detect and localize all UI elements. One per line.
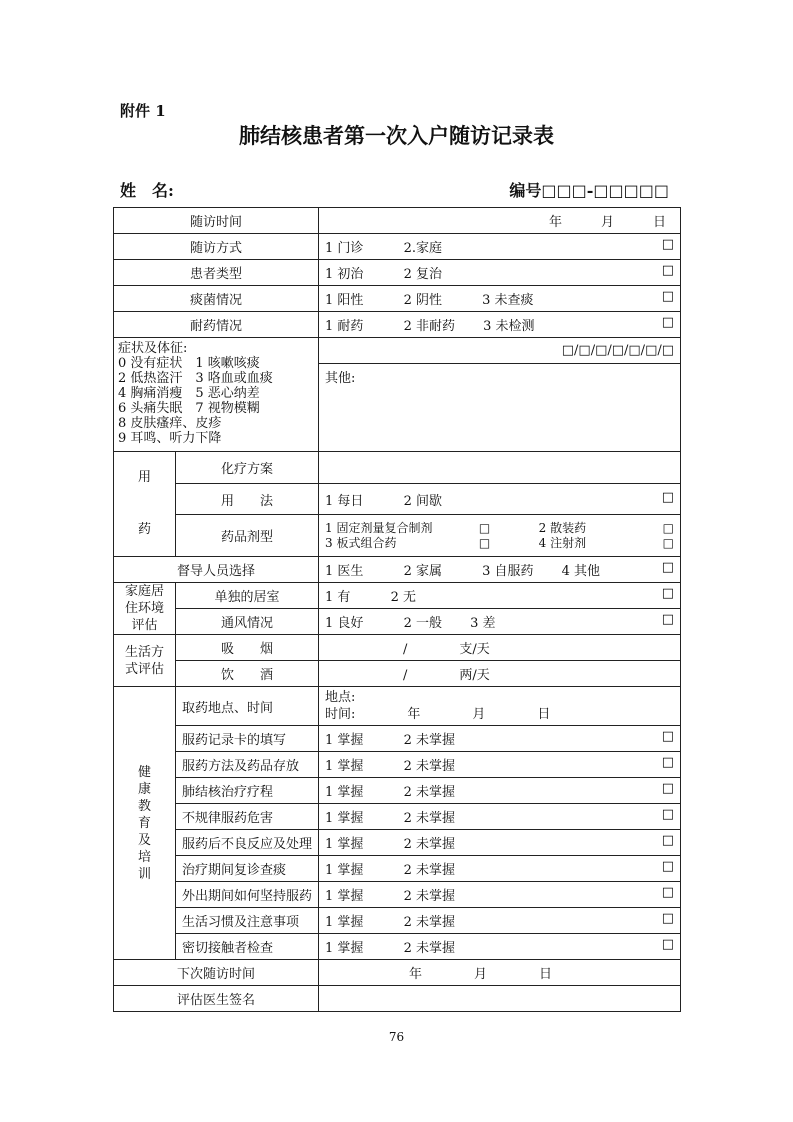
edu-item-field[interactable] (319, 804, 681, 830)
edu-opt1: 1 掌握 (325, 863, 364, 878)
sputum-opt3: 3 未查痰 (482, 293, 534, 308)
supervisor-opt1: 1 医生 (325, 564, 364, 579)
edu-item-field[interactable] (319, 882, 681, 908)
sputum-label: 痰菌情况 (114, 286, 319, 312)
edu-item-label: 生活习惯及注意事项 (176, 908, 319, 934)
usage-checkbox[interactable]: □ (661, 489, 675, 505)
drinking-label: 饮 酒 (176, 661, 319, 687)
drug-resistance-opt3: 3 未检测 (483, 319, 535, 334)
attachment-label: 附件 1 (120, 102, 166, 120)
dosage-opt2-checkbox[interactable]: □ (662, 520, 675, 535)
sputum-field[interactable] (319, 286, 681, 312)
edu-opt2: 2 未掌握 (403, 785, 455, 800)
symptoms-checkboxes[interactable]: □/□/□/□/□/□/□ (319, 338, 681, 364)
edu-item-field[interactable] (319, 934, 681, 960)
row-edu-item (114, 830, 681, 856)
edu-item-label: 肺结核治疗疗程 (176, 778, 319, 804)
ventilation-opt2: 2 一般 (403, 616, 442, 631)
edu-checkbox[interactable]: □ (661, 885, 675, 900)
drug-resistance-opt1: 1 耐药 (325, 319, 364, 334)
medication-group-label (114, 452, 176, 557)
drug-resistance-label: 耐药情况 (114, 312, 319, 338)
drug-resistance-checkbox[interactable]: □ (661, 315, 675, 330)
row-drug-resistance (114, 312, 681, 338)
row-visit-time (114, 208, 681, 234)
patient-type-checkbox[interactable]: □ (661, 263, 675, 278)
edu-item-field[interactable] (319, 752, 681, 778)
row-pickup (114, 687, 681, 726)
pickup-label: 取药地点、时间 (176, 687, 319, 726)
edu-item-field[interactable] (319, 908, 681, 934)
ventilation-checkbox[interactable]: □ (661, 612, 675, 627)
row-edu-item (114, 934, 681, 960)
row-regimen (114, 452, 681, 484)
edu-item-label: 外出期间如何坚持服药 (176, 882, 319, 908)
symptoms-other-field[interactable] (319, 364, 681, 452)
row-edu-item (114, 752, 681, 778)
row-edu-item (114, 908, 681, 934)
doctor-sign-field[interactable] (319, 986, 681, 1012)
dosage-field[interactable] (319, 515, 681, 557)
dosage-opt1-checkbox[interactable]: □ (478, 520, 491, 535)
dosage-opt3-checkbox[interactable]: □ (478, 535, 491, 550)
home-env-group-line: 住环境 (124, 601, 164, 616)
row-supervisor (114, 557, 681, 583)
health-edu-char: 育 (137, 815, 151, 831)
drug-resistance-field[interactable] (319, 312, 681, 338)
symptoms-other-label: 其他: (325, 371, 356, 386)
symptoms-line: 6 头痛失眠 7 视物模糊 (118, 401, 260, 416)
dosage-opt3: 3 板式组合药 (325, 535, 397, 550)
room-opt1: 1 有 (325, 590, 351, 605)
drug-resistance-opt2: 2 非耐药 (403, 319, 455, 334)
row-patient-type (114, 260, 681, 286)
symptoms-line: 9 耳鸣、听力下降 (118, 431, 222, 446)
supervisor-field[interactable] (319, 557, 681, 583)
edu-opt2: 2 未掌握 (403, 811, 455, 826)
row-edu-item (114, 856, 681, 882)
edu-item-field[interactable] (319, 830, 681, 856)
edu-checkbox[interactable]: □ (661, 807, 675, 822)
supervisor-opt4: 4 其他 (561, 564, 601, 579)
row-doctor-sign (114, 986, 681, 1012)
followup-form-table (113, 207, 681, 1012)
edu-opt1: 1 掌握 (325, 837, 364, 852)
row-edu-item (114, 804, 681, 830)
patient-type-opt1: 1 初治 (325, 267, 364, 282)
home-env-group-line: 评估 (131, 618, 158, 633)
patient-name-label: 姓 名: (120, 181, 174, 200)
visit-method-opt2: 2.家庭 (403, 241, 442, 256)
drinking-field[interactable]: / 两/天 (319, 661, 681, 687)
page-number: 76 (388, 1030, 405, 1044)
row-room (114, 583, 681, 609)
regimen-field[interactable] (319, 452, 681, 484)
medication-group-top: 用 (137, 470, 151, 485)
edu-item-label: 服药后不良反应及处理 (176, 830, 319, 856)
edu-checkbox[interactable]: □ (661, 755, 675, 770)
room-field[interactable] (319, 583, 681, 609)
row-smoking (114, 635, 681, 661)
form-title: 肺结核患者第一次入户随访记录表 (239, 123, 554, 148)
sputum-opt1: 1 阳性 (325, 293, 364, 308)
edu-opt2: 2 未掌握 (403, 759, 455, 774)
symptoms-line: 0 没有症状 1 咳嗽咳痰 (118, 356, 260, 371)
row-edu-item (114, 778, 681, 804)
supervisor-checkbox[interactable]: □ (661, 560, 675, 575)
health-edu-char: 教 (137, 798, 151, 814)
row-visit-method (114, 234, 681, 260)
edu-opt2: 2 未掌握 (403, 915, 455, 930)
row-edu-item (114, 882, 681, 908)
edu-opt1: 1 掌握 (325, 915, 364, 930)
health-edu-char: 健 (137, 764, 151, 780)
ventilation-field[interactable] (319, 609, 681, 635)
dosage-label: 药品剂型 (176, 515, 319, 557)
edu-checkbox[interactable]: □ (661, 729, 675, 744)
usage-opt2: 2 间歇 (403, 493, 442, 509)
edu-item-field[interactable] (319, 778, 681, 804)
dosage-opt4-checkbox[interactable]: □ (662, 535, 675, 550)
doctor-sign-label: 评估医生签名 (114, 986, 319, 1012)
ventilation-opt3: 3 差 (470, 616, 496, 631)
visit-method-opt1: 1 门诊 (325, 241, 364, 256)
visit-method-label: 随访方式 (114, 234, 319, 260)
edu-checkbox[interactable]: □ (661, 859, 675, 874)
row-next-visit (114, 960, 681, 986)
smoking-label: 吸 烟 (176, 635, 319, 661)
edu-item-label: 治疗期间复诊查痰 (176, 856, 319, 882)
regimen-label: 化疗方案 (176, 452, 319, 484)
row-symptoms (114, 338, 681, 364)
visit-method-field[interactable] (319, 234, 681, 260)
edu-opt1: 1 掌握 (325, 889, 364, 904)
ventilation-label: 通风情况 (176, 609, 319, 635)
home-env-group-label (114, 583, 176, 635)
form-number-label: 编号□□□-□□□□□ (509, 181, 669, 200)
symptoms-line: 8 皮肤瘙痒、皮疹 (118, 416, 222, 431)
symptoms-line: 4 胸痛消瘦 5 恶心纳差 (118, 386, 260, 401)
edu-checkbox[interactable]: □ (661, 937, 675, 952)
edu-opt1: 1 掌握 (325, 785, 364, 800)
supervisor-opt3: 3 自服药 (482, 564, 534, 579)
edu-item-field[interactable] (319, 856, 681, 882)
pickup-field[interactable] (319, 687, 681, 726)
lifestyle-group-label (114, 635, 176, 687)
symptoms-legend (114, 338, 319, 452)
home-env-group-line: 家庭居 (124, 584, 164, 599)
edu-item-label: 服药记录卡的填写 (176, 726, 319, 752)
usage-opt1: 1 每日 (325, 493, 364, 509)
lifestyle-group-line: 式评估 (124, 661, 164, 677)
usage-label: 用 法 (176, 483, 319, 515)
symptoms-line: 2 低热盗汗 3 咯血或血痰 (118, 371, 273, 386)
edu-opt2: 2 未掌握 (403, 733, 455, 748)
room-checkbox[interactable]: □ (661, 586, 675, 601)
edu-opt2: 2 未掌握 (403, 837, 455, 852)
room-opt2: 2 无 (390, 590, 416, 605)
lifestyle-group-line: 生活方 (124, 644, 164, 660)
edu-opt2: 2 未掌握 (403, 863, 455, 878)
symptoms-title: 症状及体征: (118, 341, 188, 356)
edu-checkbox[interactable]: □ (661, 911, 675, 926)
edu-opt1: 1 掌握 (325, 941, 364, 956)
edu-opt1: 1 掌握 (325, 733, 364, 748)
row-usage (114, 483, 681, 515)
visit-time-field[interactable]: 年 月 日 (319, 208, 681, 234)
patient-type-field[interactable] (319, 260, 681, 286)
next-visit-field[interactable]: 年 月 日 (319, 960, 681, 986)
row-edu-item (114, 726, 681, 752)
medication-group-bottom: 药 (137, 522, 151, 537)
health-edu-group-label (114, 687, 176, 960)
edu-checkbox[interactable]: □ (661, 833, 675, 848)
sputum-checkbox[interactable]: □ (661, 289, 675, 304)
health-edu-char: 康 (137, 781, 151, 797)
row-dosage (114, 515, 681, 557)
next-visit-label: 下次随访时间 (114, 960, 319, 986)
visit-method-checkbox[interactable]: □ (661, 237, 675, 252)
dosage-opt2: 2 散装药 (538, 520, 587, 535)
health-edu-char: 培 (137, 849, 151, 865)
edu-item-label: 密切接触者检查 (176, 934, 319, 960)
room-label: 单独的居室 (176, 583, 319, 609)
dosage-opt4: 4 注射剂 (538, 535, 587, 550)
ventilation-opt1: 1 良好 (325, 616, 364, 631)
pickup-time: 时间: 年 月 日 (325, 707, 551, 722)
dosage-opt1: 1 固定剂量复合制剂 (325, 520, 433, 535)
row-sputum (114, 286, 681, 312)
supervisor-opt2: 2 家属 (403, 564, 442, 579)
health-edu-char: 及 (137, 832, 151, 848)
health-edu-char: 训 (137, 866, 151, 882)
edu-item-field[interactable] (319, 726, 681, 752)
row-ventilation (114, 609, 681, 635)
pickup-place: 地点: (325, 690, 356, 705)
supervisor-label: 督导人员选择 (114, 557, 319, 583)
usage-field[interactable] (319, 483, 681, 515)
edu-item-label: 服药方法及药品存放 (176, 752, 319, 778)
edu-item-label: 不规律服药危害 (176, 804, 319, 830)
patient-type-label: 患者类型 (114, 260, 319, 286)
visit-time-label: 随访时间 (114, 208, 319, 234)
row-drinking (114, 661, 681, 687)
smoking-field[interactable]: / 支/天 (319, 635, 681, 661)
sputum-opt2: 2 阴性 (403, 293, 442, 308)
edu-opt2: 2 未掌握 (403, 941, 455, 956)
edu-opt1: 1 掌握 (325, 811, 364, 826)
edu-opt2: 2 未掌握 (403, 889, 455, 904)
edu-opt1: 1 掌握 (325, 759, 364, 774)
patient-type-opt2: 2 复治 (403, 267, 442, 282)
edu-checkbox[interactable]: □ (661, 781, 675, 796)
